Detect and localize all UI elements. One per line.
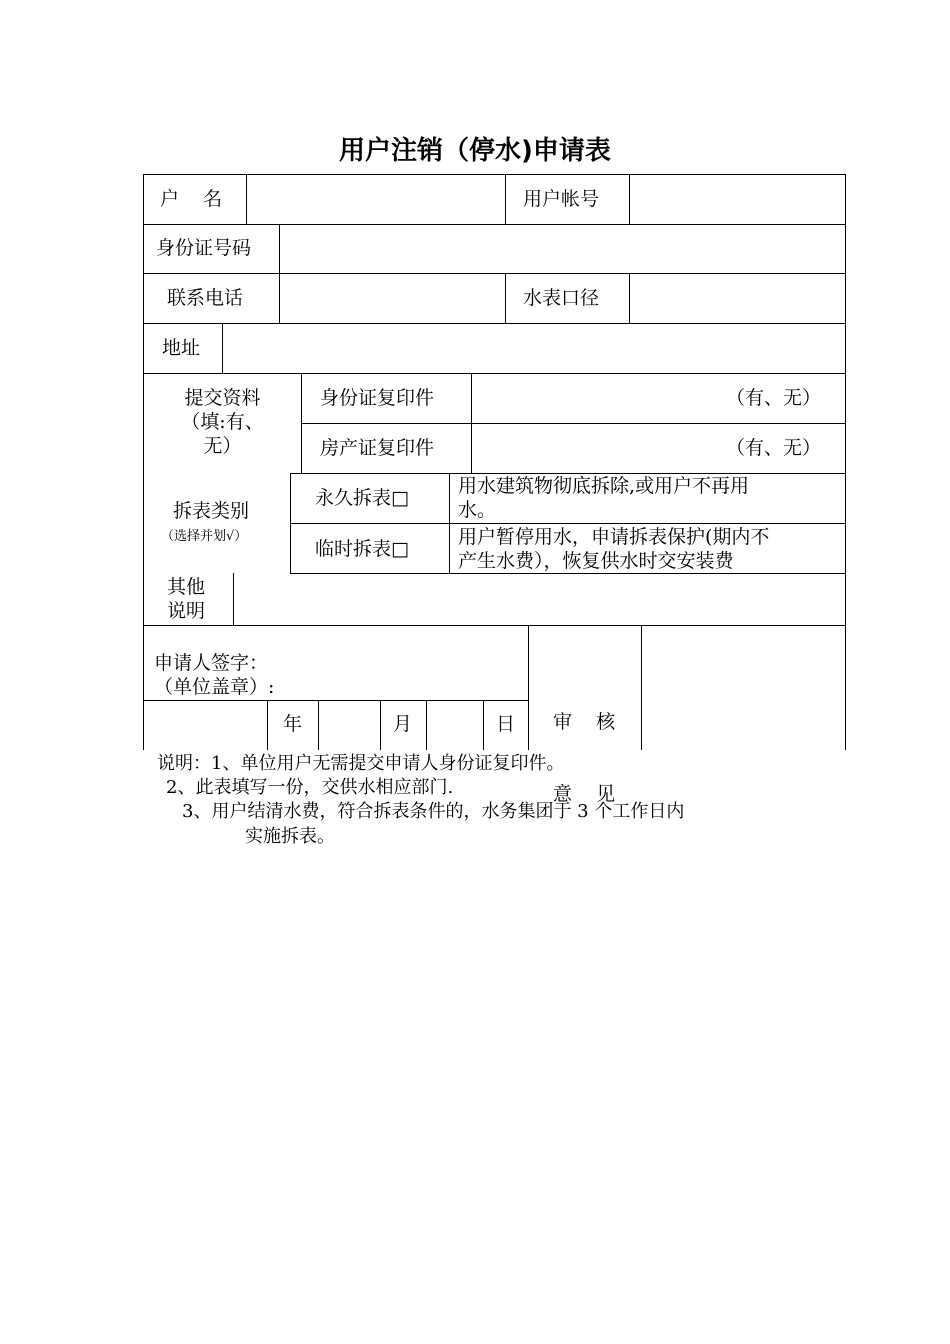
account-number-field[interactable]	[630, 175, 844, 223]
grid-line	[301, 423, 846, 424]
date-year-label: 年	[283, 713, 303, 735]
removal-type-label: 拆表类别	[173, 500, 250, 522]
property-copy-value[interactable]: （有、无）	[726, 437, 822, 459]
id-copy-value[interactable]: （有、无）	[726, 387, 822, 409]
form-title: 用户注销（停水)申请表	[339, 136, 611, 166]
phone-label: 联系电话	[167, 287, 244, 309]
grid-line	[471, 373, 472, 473]
removal-type-hint: （选择并划√）	[161, 529, 248, 544]
grid-line	[483, 700, 484, 750]
account-name-field[interactable]	[247, 175, 504, 223]
date-month-label: 月	[393, 713, 413, 735]
notes-line-1: 说明：1、单位用户无需提交申请人身份证复印件。	[157, 753, 565, 774]
notes-line-4: 实施拆表。	[245, 826, 335, 847]
applicant-signature-label: 申请人签字： （单位盖章）:	[154, 652, 275, 698]
date-month-field[interactable]	[319, 701, 379, 749]
id-number-label: 身份证号码	[156, 237, 252, 259]
grid-line	[845, 174, 846, 750]
date-year-field[interactable]	[144, 701, 266, 749]
permanent-removal-description: 用水建筑物彻底拆除,或用户不再用 水。	[458, 475, 750, 521]
grid-line	[290, 473, 291, 573]
grid-line	[290, 523, 846, 524]
review-opinion-label: 审 核 意 见	[553, 711, 616, 805]
grid-line	[505, 174, 506, 224]
date-day-label: 日	[496, 713, 516, 735]
date-day-field[interactable]	[427, 701, 482, 749]
applicant-signature-field[interactable]	[144, 626, 527, 699]
id-copy-label: 身份证复印件	[320, 387, 435, 409]
grid-line	[267, 700, 268, 750]
notes-line-3: 3、用户结清水费，符合拆表条件的，水务集团于 3 个工作日内	[182, 801, 685, 822]
materials-label: 提交资料 （填:有、 无）	[181, 387, 264, 457]
grid-line	[143, 373, 846, 374]
address-field[interactable]	[223, 324, 844, 372]
grid-line	[301, 373, 302, 473]
grid-line	[449, 473, 450, 573]
grid-line	[380, 700, 381, 750]
id-number-field[interactable]	[280, 225, 844, 272]
permanent-removal-checkbox[interactable]: 永久拆表□	[315, 487, 409, 509]
temporary-removal-checkbox[interactable]: 临时拆表□	[315, 538, 409, 560]
meter-caliber-field[interactable]	[630, 274, 844, 322]
account-number-label: 用户帐号	[523, 188, 600, 210]
meter-caliber-label: 水表口径	[523, 287, 600, 309]
other-notes-label: 其他 说明	[167, 576, 206, 622]
account-name-label: 户 名	[160, 188, 223, 210]
grid-line	[528, 625, 529, 750]
phone-field[interactable]	[280, 274, 504, 322]
notes-line-2: 2、此表填写一份，交供水相应部门.	[166, 777, 454, 798]
other-notes-field[interactable]	[234, 574, 844, 624]
address-label: 地址	[162, 337, 201, 359]
grid-line	[505, 273, 506, 323]
property-copy-label: 房产证复印件	[320, 437, 435, 459]
review-opinion-field[interactable]	[642, 626, 844, 750]
temporary-removal-description: 用户暂停用水，申请拆表保护(期内不 产生水费），恢复供水时交安装费	[458, 526, 770, 572]
